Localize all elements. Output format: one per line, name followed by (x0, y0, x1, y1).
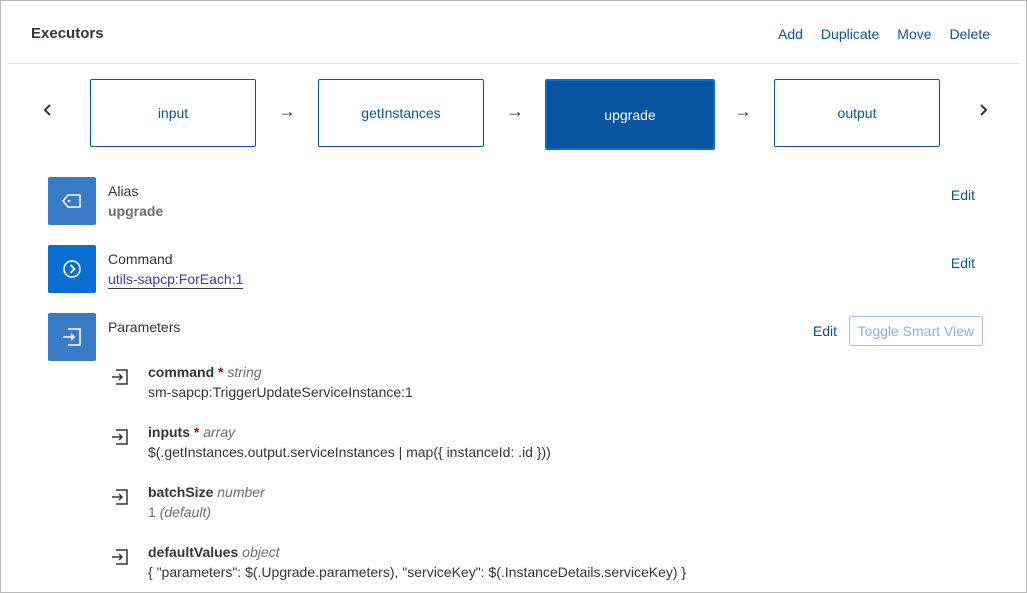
parameters-section (48, 313, 988, 361)
chevron-left-icon[interactable] (43, 103, 53, 121)
header-actions (778, 26, 990, 42)
input-icon (111, 368, 129, 386)
input-icon (111, 428, 129, 446)
param-row (111, 364, 991, 404)
param-header (148, 544, 280, 560)
command-edit-button[interactable]: Edit (950, 255, 975, 271)
param-header (148, 484, 265, 500)
toggle-smart-view-button[interactable]: Toggle Smart View (849, 316, 983, 346)
default-note: (default) (159, 504, 212, 520)
delete-button[interactable]: Delete (949, 26, 990, 42)
alias-label: Alias (108, 183, 139, 199)
command-link[interactable]: utils-sapcp:ForEach:1 (108, 271, 244, 287)
step-input[interactable]: input (90, 79, 256, 147)
param-header (148, 424, 235, 440)
command-label: Command (108, 251, 173, 267)
panel-title: Executors (31, 25, 104, 42)
alias-value: upgrade (108, 203, 164, 219)
parameters-label: Parameters (108, 319, 181, 335)
param-name: inputs (148, 424, 190, 440)
param-name: batchSize (148, 484, 214, 500)
param-type: string (227, 364, 262, 380)
arrow-right-icon: → (734, 101, 752, 121)
param-type: object (242, 544, 280, 560)
param-value: $(.getInstances.output.serviceInstances | map({ instanceId: .id })) (148, 444, 551, 460)
alias-edit-button[interactable]: Edit (950, 187, 975, 203)
arrow-right-icon: → (278, 101, 296, 121)
param-name: command (148, 364, 215, 380)
param-row (111, 544, 991, 584)
chevron-right-icon[interactable] (978, 103, 988, 121)
move-button[interactable]: Move (897, 26, 932, 42)
step-output[interactable]: output (774, 79, 940, 147)
executor-flow (1, 63, 1026, 167)
param-row (111, 424, 991, 464)
command-section (48, 245, 988, 293)
step-getinstances[interactable]: getInstances (318, 79, 484, 147)
alias-section (48, 177, 988, 225)
add-button[interactable]: Add (778, 26, 803, 42)
parameters-edit-button[interactable]: Edit (812, 323, 837, 339)
panel-header (8, 1, 1019, 64)
chevron-right-circle-icon (48, 245, 96, 293)
input-icon (111, 488, 129, 506)
tag-icon (48, 177, 96, 225)
param-value: sm-sapcp:TriggerUpdateServiceInstance:1 (148, 384, 413, 400)
required-marker: * (218, 364, 224, 380)
step-upgrade[interactable]: upgrade (545, 79, 715, 150)
param-value: { "parameters": $(.Upgrade.parameters), "serviceKey": $(.InstanceDetails.serviceKey) } (148, 564, 687, 580)
param-header (148, 364, 262, 380)
param-name: defaultValues (148, 544, 239, 560)
arrow-right-icon: → (506, 101, 524, 121)
required-marker: * (193, 424, 200, 440)
input-icon (48, 313, 96, 361)
input-icon (111, 548, 129, 566)
param-row (111, 484, 991, 524)
param-type: array (203, 424, 236, 440)
duplicate-button[interactable]: Duplicate (820, 26, 880, 42)
param-value (148, 504, 211, 520)
param-default-value: 1 (148, 504, 156, 520)
param-type: number (217, 484, 265, 500)
